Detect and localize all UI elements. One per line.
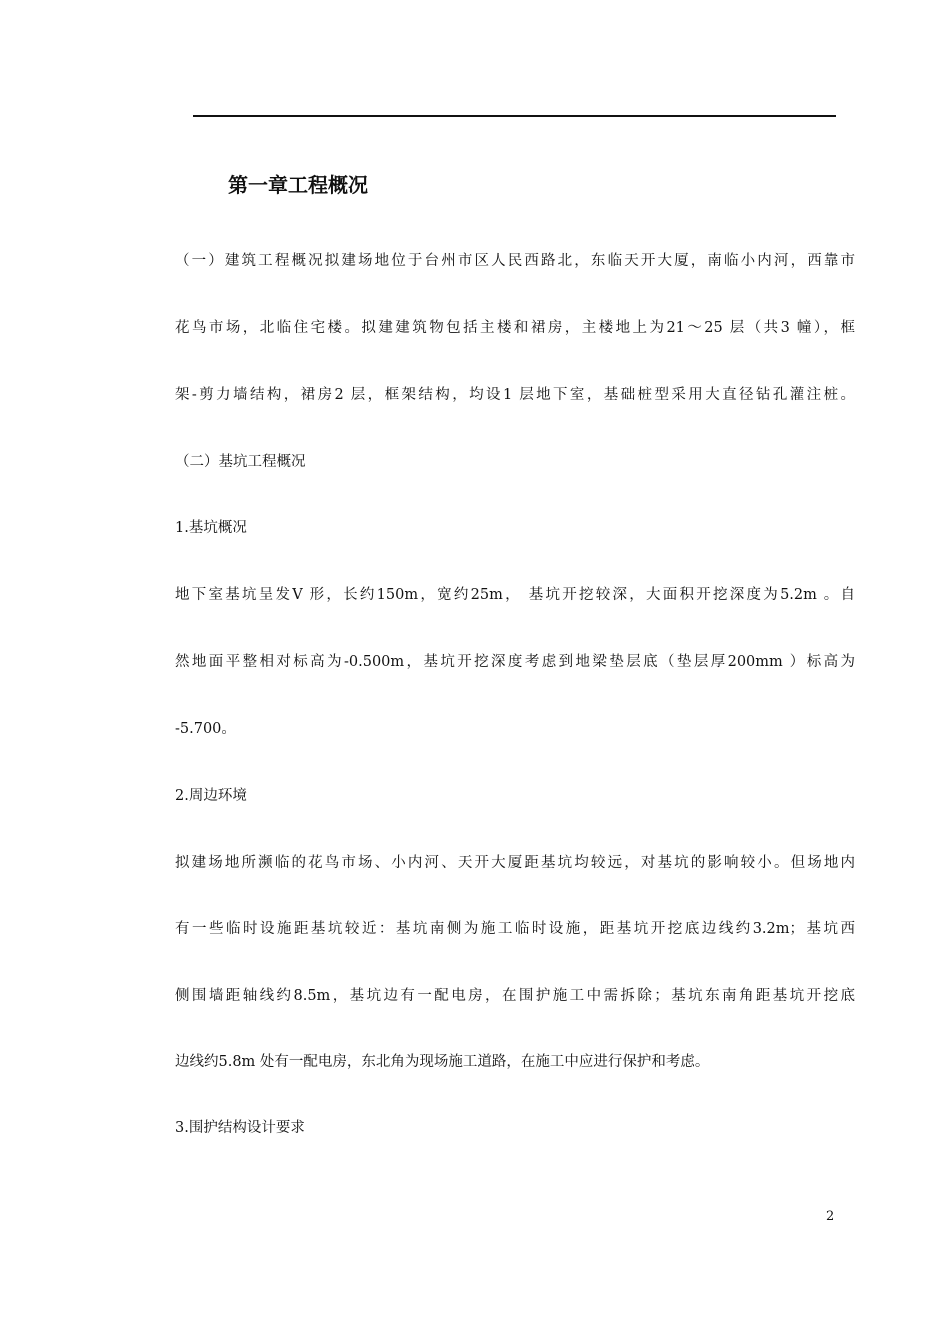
paragraph-line: 然地面平整相对标高为-0.500m，基坑开挖深度考虑到地梁垫层底（垫层厚200mm ）标高为 — [175, 654, 855, 670]
chapter-title: 第一章工程概况 — [228, 173, 368, 197]
paragraph-line: （一）建筑工程概况拟建场地位于台州市区人民西路北，东临天开大厦，南临小内河，西靠市 — [175, 253, 855, 269]
paragraph-line: 边线约5.8m 处有一配电房，东北角为现场施工道路，在施工中应进行保护和考虑。 — [175, 1054, 710, 1070]
paragraph-line: 架-剪力墙结构，裙房2 层，框架结构，均设1 层地下室，基础桩型采用大直径钻孔灌注桩。 — [175, 387, 855, 403]
subsection-heading: 1.基坑概况 — [175, 520, 247, 536]
subsection-heading: 2.周边环境 — [175, 788, 247, 804]
paragraph-line: 有一些临时设施距基坑较近：基坑南侧为施工临时设施，距基坑开挖底边线约3.2m；基坑西 — [175, 921, 855, 937]
paragraph-line: 拟建场地所濒临的花鸟市场、小内河、天开大厦距基坑均较远，对基坑的影响较小。但场地内 — [175, 855, 855, 871]
subsection-heading: 3.围护结构设计要求 — [175, 1120, 305, 1136]
page-number: 2 — [826, 1209, 835, 1224]
paragraph-line: -5.700。 — [175, 721, 236, 737]
paragraph-line: 侧围墙距轴线约8.5m，基坑边有一配电房，在围护施工中需拆除；基坑东南角距基坑开挖底 — [175, 988, 855, 1004]
paragraph-line: 花鸟市场，北临住宅楼。拟建建筑物包括主楼和裙房，主楼地上为21～25 层（共3 幢），框 — [175, 320, 855, 336]
section-heading: （二）基坑工程概况 — [175, 454, 306, 470]
header-rule — [193, 115, 836, 117]
paragraph-line: 地下室基坑呈发V 形，长约150m，宽约25m， 基坑开挖较深，大面积开挖深度为5.2m 。自 — [175, 587, 855, 603]
